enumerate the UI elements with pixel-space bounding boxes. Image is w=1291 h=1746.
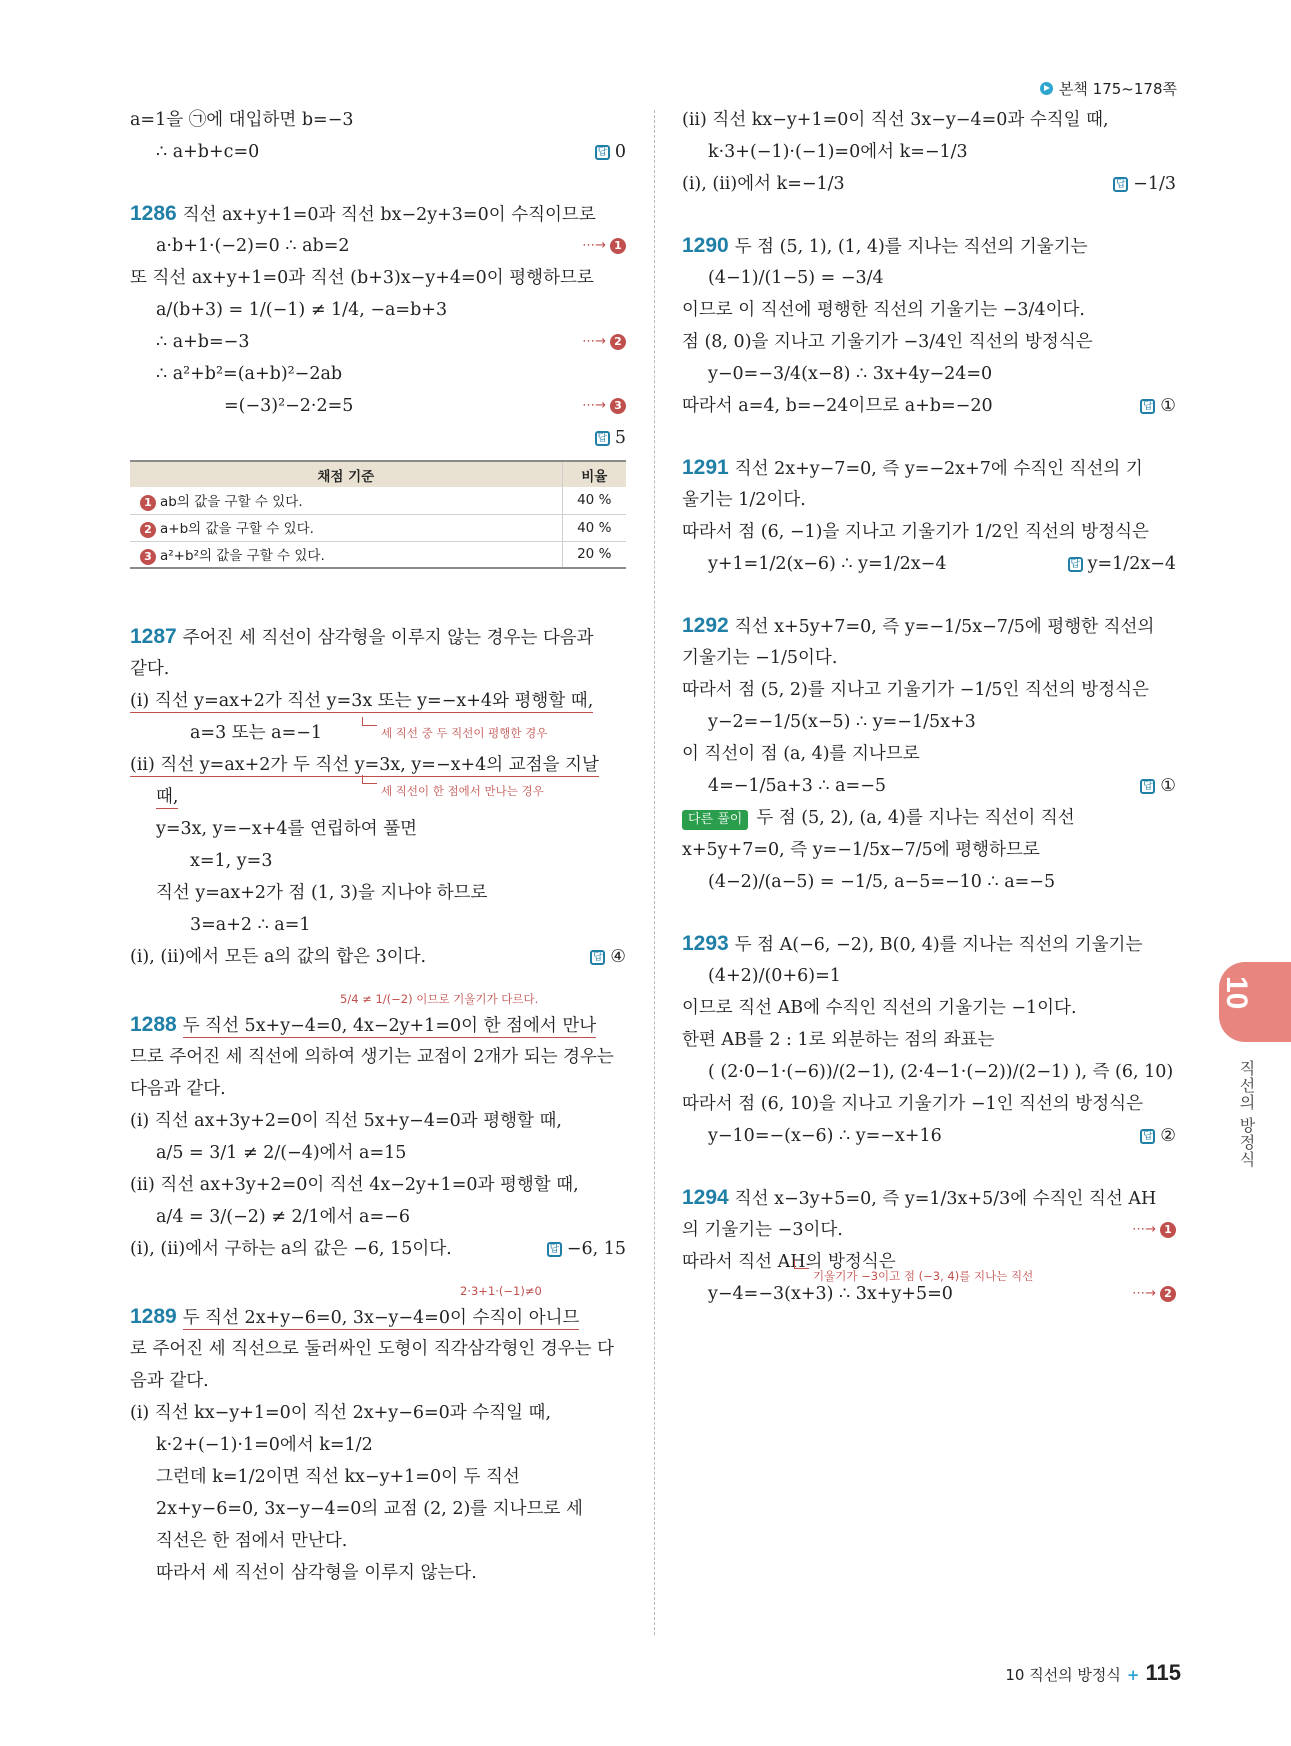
text-line: 다음과 같다.: [130, 1079, 226, 1099]
text-line: k·2+(−1)·1=0에서 k=1/2: [156, 1435, 373, 1455]
criteria-text: ab의 값을 구할 수 있다.: [160, 494, 303, 510]
answer-value: −6, 15: [566, 1239, 626, 1259]
problem-number: 1287: [130, 625, 177, 648]
answer: [590, 941, 626, 973]
problem-1290-line: [682, 230, 1176, 262]
text: (ii) 직선 y=ax+2가 두 직선 y=3x, y=−x+4의 교점을 지날: [130, 755, 599, 775]
text-line: 한편 AB를 2 : 1로 외분하는 점의 좌표는: [682, 1030, 995, 1050]
text-line: [682, 1214, 1176, 1246]
step-number: 3: [610, 398, 626, 414]
text: a=3 또는 a=−1: [190, 723, 323, 743]
text-line: 기울기는 −1/5이다.: [682, 648, 838, 668]
text-line: 3=a+2 ∴ a=1: [190, 915, 311, 935]
text: (i), (ii)에서 k=−1/3: [682, 174, 845, 194]
answer: [1140, 390, 1176, 422]
text-line: y−0=−3/4(x−8) ∴ 3x+4y−24=0: [708, 364, 993, 384]
text: y−4=−3(x+3) ∴ 3x+y+5=0: [708, 1284, 953, 1304]
table-row: [130, 514, 626, 541]
text-line: (ii) 직선 kx−y+1=0이 직선 3x−y−4=0과 수직일 때,: [682, 110, 1109, 130]
answer: [595, 136, 626, 168]
problem-number: 1294: [682, 1186, 729, 1209]
answer-value: y=1/2x−4: [1087, 554, 1176, 574]
text-line: [130, 390, 626, 422]
problem-1293-line: [682, 928, 1176, 960]
footer-chapter: 10 직선의 방정식: [1005, 1666, 1121, 1684]
text: a·b+1·(−2)=0 ∴ ab=2: [156, 236, 350, 256]
text-line: (4−2)/(a−5) = −1/5, a−5=−10 ∴ a=−5: [708, 872, 1056, 892]
answer: [595, 422, 626, 454]
text-line: 직선 y=ax+2가 점 (1, 3)을 지나야 하므로: [156, 883, 488, 903]
text-line: 므로 주어진 세 직선에 의하여 생기는 교점이 2개가 되는 경우는: [130, 1047, 614, 1067]
header-ref-text: 본책 175~178쪽: [1058, 80, 1177, 98]
text: =(−3)²−2·2=5: [224, 396, 354, 416]
answer-icon: 답: [595, 145, 610, 160]
step-number: 3: [140, 549, 156, 565]
criteria-text: a²+b²의 값을 구할 수 있다.: [160, 548, 325, 564]
text-line: [130, 230, 626, 262]
problem-1291-line: [682, 452, 1176, 484]
text: 따라서 a=4, b=−24이므로 a+b=−20: [682, 396, 993, 416]
answer-value: ①: [1160, 776, 1176, 796]
text: 따라서 직선 AH의 방정식은: [682, 1252, 896, 1272]
text-line: a/5 = 3/1 ≠ 2/(−4)에서 a=15: [156, 1143, 407, 1163]
problem-number: 1286: [130, 202, 177, 225]
step-number: 1: [610, 238, 626, 254]
problem-number: 1292: [682, 614, 729, 637]
text: 직선 2x+y−7=0, 즉 y=−2x+7에 수직인 직선의 기: [734, 459, 1143, 479]
page-number: 115: [1145, 1660, 1181, 1685]
problem-1288-line: [130, 1009, 626, 1041]
problem-number: 1291: [682, 456, 729, 479]
answer-value: ①: [1160, 396, 1176, 416]
text: (i), (ii)에서 모든 a의 값의 합은 3이다.: [130, 947, 427, 967]
step-number: 2: [140, 522, 156, 538]
text-line: [130, 685, 626, 717]
step-number: 2: [1160, 1286, 1176, 1302]
alt-solution-badge: 다른 풀이: [682, 810, 748, 830]
ratio-cell: 40 %: [562, 514, 626, 541]
text: 두 점 (5, 2), (a, 4)를 지나는 직선이 직선: [756, 808, 1075, 828]
text-line: (4−1)/(1−5) = −3/4: [708, 268, 884, 288]
answer-value: ④: [610, 947, 626, 967]
text-line: 같다.: [130, 659, 170, 679]
answer: [1113, 168, 1176, 200]
text: 직선 ax+y+1=0과 직선 bx−2y+3=0이 수직이므로: [182, 205, 596, 225]
text: 직선 x−3y+5=0, 즉 y=1/3x+5/3에 수직인 직선 AH: [734, 1189, 1157, 1209]
text: 의 기울기는 −3이다.: [682, 1220, 843, 1240]
text-line: a=1을 ㉠에 대입하면 b=−3: [130, 110, 354, 130]
text: (i) 직선 y=ax+2가 직선 y=3x 또는 y=−x+4와 평행할 때,: [130, 691, 594, 711]
text-line: (i) 직선 kx−y+1=0이 직선 2x+y−6=0과 수직일 때,: [130, 1403, 552, 1423]
text: 4=−1/5a+3 ∴ a=−5: [708, 776, 887, 796]
answer: [1140, 770, 1176, 802]
text-line: x=1, y=3: [190, 851, 273, 871]
text: ∴ a+b=−3: [156, 332, 250, 352]
text-line: 이므로 직선 AB에 수직인 직선의 기울기는 −1이다.: [682, 998, 1077, 1018]
text-line: 2x+y−6=0, 3x−y−4=0의 교점 (2, 2)를 지나므로 세: [156, 1499, 583, 1519]
answer-icon: 답: [1140, 779, 1155, 794]
chapter-tab-number: 10: [1220, 976, 1253, 1010]
answer-icon: 답: [547, 1242, 562, 1257]
text: 두 점 A(−6, −2), B(0, 4)를 지나는 직선의 기울기는: [734, 935, 1143, 955]
text-line: [682, 802, 1176, 834]
text: 두 직선 5x+y−4=0, 4x−2y+1=0이 한 점에서 만나: [182, 1016, 597, 1036]
step-marker: ⋯→ 2: [582, 326, 626, 358]
text-line: [682, 168, 1176, 200]
table-row: [130, 487, 626, 514]
chapter-tab: [1219, 962, 1291, 1042]
answer: [547, 1233, 626, 1265]
text: 두 점 (5, 1), (1, 4)를 지나는 직선의 기울기는: [734, 237, 1088, 257]
annotation-note: 5/4 ≠ 1/(−2) 이므로 기울기가 다르다.: [340, 992, 539, 1006]
column-divider: [654, 110, 655, 1635]
text-line: [130, 422, 626, 454]
criteria-text: a+b의 값을 구할 수 있다.: [160, 521, 314, 538]
chapter-side-title: 직선의 방정식: [1237, 1060, 1256, 1169]
text: ∴ a+b+c=0: [156, 142, 260, 162]
text-line: [130, 941, 626, 973]
annotation-note: 세 직선이 한 점에서 만나는 경우: [362, 775, 544, 807]
text-line: [682, 548, 1176, 580]
text-line: [130, 717, 626, 749]
text-line: 따라서 세 직선이 삼각형을 이루지 않는다.: [156, 1563, 477, 1583]
step-marker: ⋯→ 2: [1132, 1278, 1176, 1310]
answer-icon: 답: [1113, 177, 1128, 192]
text-line: [682, 1246, 1176, 1283]
text-line: x+5y+7=0, 즉 y=−1/5x−7/5에 평행하므로: [682, 840, 1040, 860]
problem-1286-line: [130, 198, 626, 230]
text-line: [682, 390, 1176, 422]
text-line: (i) 직선 ax+3y+2=0이 직선 5x+y−4=0과 평행할 때,: [130, 1111, 562, 1131]
text: (i), (ii)에서 구하는 a의 값은 −6, 15이다.: [130, 1239, 452, 1259]
table-row: [130, 541, 626, 568]
answer-icon: 답: [595, 431, 610, 446]
text-line: ∴ a²+b²=(a+b)²−2ab: [156, 364, 343, 384]
answer-value: ②: [1160, 1126, 1176, 1146]
answer-icon: 답: [590, 950, 605, 965]
problem-number: 1293: [682, 932, 729, 955]
grading-table: [130, 460, 626, 569]
note-line: [130, 992, 626, 1009]
annotation-note: 기울기가 −3이고 점 (−3, 4)를 지나는 직선: [794, 1260, 1033, 1292]
text: y−10=−(x−6) ∴ y=−x+16: [708, 1126, 942, 1146]
text-line: 따라서 점 (6, 10)을 지나고 기울기가 −1인 직선의 방정식은: [682, 1094, 1144, 1114]
answer-value: 0: [614, 142, 626, 162]
text-line: [682, 1120, 1176, 1152]
step-marker: ⋯→ 1: [582, 230, 626, 262]
text-line: 음과 같다.: [130, 1371, 209, 1391]
problem-1289-line: [130, 1301, 626, 1333]
problem-number: 1289: [130, 1305, 177, 1328]
text-line: y=3x, y=−x+4를 연립하여 풀면: [156, 819, 418, 839]
ratio-cell: 40 %: [562, 487, 626, 514]
problem-1287-line: [130, 621, 626, 653]
answer-icon: 답: [1140, 399, 1155, 414]
text-line: 따라서 점 (6, −1)을 지나고 기울기가 1/2인 직선의 방정식은: [682, 522, 1149, 542]
text-line: 울기는 1/2이다.: [682, 490, 806, 510]
text-line: 따라서 점 (5, 2)를 지나고 기울기가 −1/5인 직선의 방정식은: [682, 680, 1149, 700]
step-number: 2: [610, 334, 626, 350]
text-line: [130, 1233, 626, 1265]
text-line: 로 주어진 세 직선으로 둘러싸인 도형이 직각삼각형인 경우는 다: [130, 1339, 615, 1359]
play-icon: [1040, 82, 1053, 95]
text-line: 이 직선이 점 (a, 4)를 지나므로: [682, 744, 920, 764]
answer: [1140, 1120, 1176, 1152]
problem-1294-line: [682, 1182, 1176, 1214]
text-line: k·3+(−1)·(−1)=0에서 k=−1/3: [708, 142, 968, 162]
text: 주어진 세 직선이 삼각형을 이루지 않는 경우는 다음과: [182, 628, 594, 648]
text-line: (ii) 직선 ax+3y+2=0이 직선 4x−2y+1=0과 평행할 때,: [130, 1175, 579, 1195]
annotation-note: 세 직선 중 두 직선이 평행한 경우: [362, 717, 547, 749]
text-line: [130, 326, 626, 358]
text-line: 이므로 이 직선에 평행한 직선의 기울기는 −3/4이다.: [682, 300, 1085, 320]
note-line: [130, 1284, 626, 1301]
text: y+1=1/2(x−6) ∴ y=1/2x−4: [708, 554, 947, 574]
answer-icon: 답: [1068, 557, 1083, 572]
text-line: 그런데 k=1/2이면 직선 kx−y+1=0이 두 직선: [156, 1467, 520, 1487]
text: 두 직선 2x+y−6=0, 3x−y−4=0이 수직이 아니므: [182, 1308, 580, 1328]
text: 직선 x+5y+7=0, 즉 y=−1/5x−7/5에 평행한 직선의: [734, 617, 1155, 637]
problem-number: 1288: [130, 1013, 177, 1036]
text-line: 또 직선 ax+y+1=0과 직선 (b+3)x−y+4=0이 평행하므로: [130, 268, 594, 288]
answer-value: 5: [614, 428, 626, 448]
text: 때,: [156, 787, 179, 807]
problem-number: 1290: [682, 234, 729, 257]
answer-icon: 답: [1140, 1129, 1155, 1144]
right-column: [682, 104, 1176, 1310]
text-line: 직선은 한 점에서 만난다.: [156, 1531, 348, 1551]
text-line: [130, 781, 626, 813]
text-line: 점 (8, 0)을 지나고 기울기가 −3/4인 직선의 방정식은: [682, 332, 1093, 352]
step-marker: ⋯→ 3: [582, 390, 626, 422]
problem-1292-line: [682, 610, 1176, 642]
step-marker: ⋯→ 1: [1132, 1214, 1176, 1246]
text-line: [682, 770, 1176, 802]
text-line: [130, 136, 626, 168]
left-column: [130, 104, 626, 1589]
grading-header-ratio: 비율: [562, 461, 626, 487]
text-line: (4+2)/(0+6)=1: [708, 966, 841, 986]
answer-value: −1/3: [1133, 174, 1176, 194]
page-footer: [1005, 1660, 1181, 1686]
answer: [1068, 548, 1176, 580]
annotation-note: 2·3+1·(−1)≠0: [460, 1284, 542, 1298]
grading-header-criteria: 채점 기준: [130, 461, 562, 487]
text-line: [682, 1278, 1176, 1310]
text-line: a/(b+3) = 1/(−1) ≠ 1/4, −a=b+3: [156, 300, 448, 320]
text-line: a/4 = 3/(−2) ≠ 2/1에서 a=−6: [156, 1207, 410, 1227]
plus-icon: +: [1126, 1666, 1140, 1684]
step-number: 1: [1160, 1222, 1176, 1238]
ratio-cell: 20 %: [562, 541, 626, 568]
text-line: ( (2·0−1·(−6))/(2−1), (2·4−1·(−2))/(2−1) ), 즉 (6, 10): [708, 1062, 1174, 1082]
step-number: 1: [140, 495, 156, 511]
header-reference: [1040, 78, 1177, 99]
text-line: y−2=−1/5(x−5) ∴ y=−1/5x+3: [708, 712, 976, 732]
